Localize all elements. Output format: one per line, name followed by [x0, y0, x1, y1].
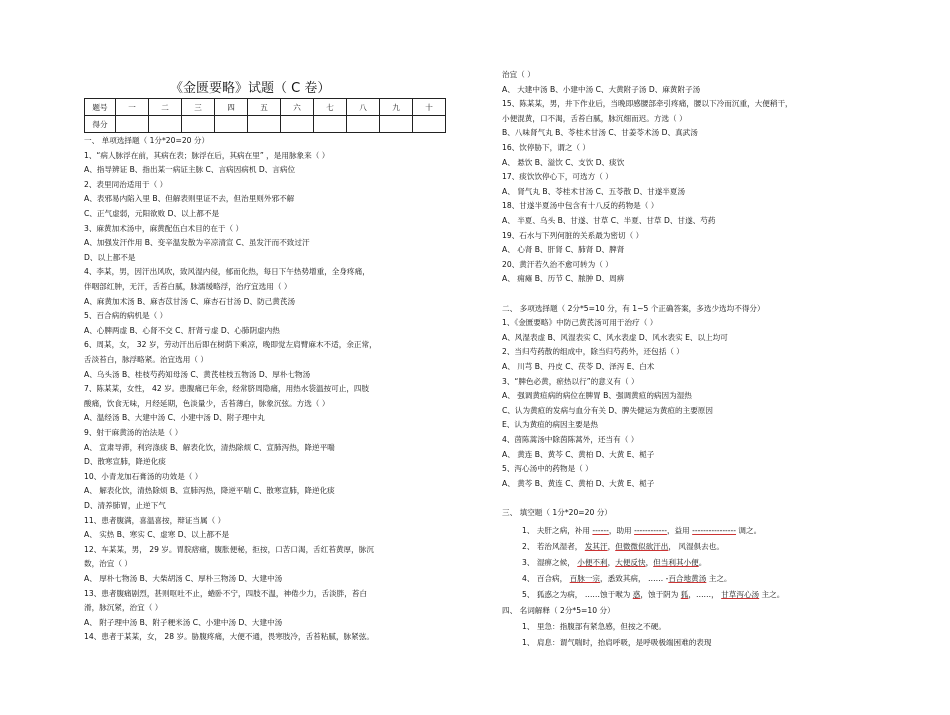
fill-blank-answer: ---------------- — [692, 525, 737, 535]
question-line: 舌淡苔白，脉浮略紧。治宜选用（ ） — [84, 355, 208, 364]
fill-blank-answer: 发其汗 — [584, 541, 608, 551]
fill-blank-answer: ------ — [592, 525, 609, 535]
score-header-cell: 二 — [149, 99, 182, 116]
question-line: 4、茵陈蒿汤中除茵陈蒿外，还当有（ ） — [502, 435, 639, 444]
question-line: 6、周某，女， 32 岁，劳动汗出后即在树荫下乘凉，晚即觉左肩臂麻木不适，余正常， — [84, 340, 377, 350]
term-definition: 1、 肩息：谓气喘时，抬肩呼吸，是呼吸极端困难的表现 — [522, 637, 712, 647]
question-line: A、 附子理中汤 B、附子粳米汤 C、小建中汤 D、大建中汤 — [84, 617, 283, 627]
fill-blank-text: ，益用 — [666, 525, 693, 535]
question-line: A、 心肾 B、肝肾 C、肺肾 D、脾肾 — [502, 245, 625, 255]
question-line: 滑，脉沉紧，治宜（ ） — [84, 603, 163, 613]
question-line: E、认为黄疸的病因主要是热 — [502, 420, 598, 430]
score-header-cell: 三 — [182, 99, 215, 116]
question-line: 治宜（ ） — [502, 70, 535, 79]
score-header-cell: 五 — [248, 99, 281, 116]
fill-blank-answer: 狐 — [680, 589, 689, 599]
fill-blank-answer: 甘草泻心汤 — [721, 589, 760, 599]
fill-blank-text: ，……， — [688, 589, 722, 599]
question-line: 2、表里同治适用于（ ） — [84, 179, 168, 189]
question-line: A、麻黄加术汤 B、麻杏苡甘汤 C、麻杏石甘汤 D、防己黄芪汤 — [84, 296, 296, 306]
question-line: 1、《金匮要略》中防己黄芪汤可用于治疗（ ） — [502, 318, 658, 328]
fill-blank-number: 3、 — [522, 557, 537, 567]
question-line: A、温经汤 B、大建中汤 C、小建中汤 D、附子理中丸 — [84, 413, 265, 423]
question-line: A、 黄芩 B、黄连 C、黄柏 D、大黄 E、栀子 — [502, 478, 655, 488]
score-header-cell: 七 — [314, 99, 347, 116]
question-line: 15、陈某某，男，井下作业后，当晚即感腰部牵引疼痛，腰以下冷而沉重，大便稍干， — [502, 99, 793, 109]
fill-blank-answer: 小便不利 — [577, 557, 608, 567]
question-line: 伴咽部红肿，无汗，舌苔白腻，脉濡缓略浮，治疗宜选用（ ） — [84, 282, 292, 291]
question-line: A、 川芎 B、丹皮 C、茯苓 D、泽泻 E、白术 — [502, 362, 655, 371]
question-line: 13、患者腹痛剧烈，甚则呕吐不止，蜷卧不宁，四肢不温，神倦少力，舌淡胖，苔白 — [84, 588, 368, 598]
question-line: A、 痈瘫 B、历节 C、脓肿 D、周痹 — [502, 274, 625, 284]
fill-blank-line — [522, 526, 761, 536]
score-input-cell[interactable] — [281, 116, 314, 133]
score-input-cell[interactable] — [347, 116, 380, 133]
question-line: A、 悬饮 B、溢饮 C、支饮 D、痰饮 — [502, 157, 625, 167]
question-line: 17、痰饮饮停心下，可选方（ ） — [502, 172, 613, 182]
question-line: A、指导辨证 B、指出某一病证主脉 C、言病因病机 D、言病位 — [84, 165, 296, 175]
score-header-cell: 八 — [347, 99, 380, 116]
score-input-cell[interactable] — [248, 116, 281, 133]
fill-blank-number: 5、 — [522, 589, 537, 599]
question-line: 12、车某某，男， 29 岁。胃脘痞痛，腹胀便秘，拒按，口苦口渴，舌红苔黄厚，脉沉 — [84, 544, 374, 554]
fill-blank-text: ，蚀于阴为 — [640, 589, 681, 599]
question-line: C、认为黄疸的发病与血分有关 D、脾失健运为黄疸的主要原因 — [502, 405, 713, 415]
question-line: 3、“脾色必黄，瘀热以行”的意义有（ ） — [502, 376, 639, 386]
question-line: 19、石水与下列何脏的关系最为密切（ ） — [502, 230, 644, 240]
question-line: A、 解表化饮，清热除烦 B、宣肺泻热，降逆平喘 C、散寒宣肺，降逆化痰 — [84, 486, 335, 496]
question-line: A、 实热 B、寒实 C、虚寒 D、以上都不是 — [84, 530, 230, 540]
fill-blank-answer: 但当利其小便 — [653, 557, 699, 567]
score-input-cell[interactable] — [380, 116, 413, 133]
question-line: A、 半夏、乌头 B、甘遂、甘草 C、半夏、甘草 D、甘遂、芍药 — [502, 216, 716, 225]
question-line: D、以上都不是 — [84, 252, 136, 262]
question-line: 9、射干麻黄汤的治法是（ ） — [84, 428, 183, 437]
score-header-cell: 六 — [281, 99, 314, 116]
score-input-cell[interactable] — [116, 116, 149, 133]
score-header-cell: 九 — [380, 99, 413, 116]
question-line: D、清养肺胃，止逆下气 — [84, 501, 166, 510]
question-line: 小便混黄，口不渴，舌苔白腻，脉沉细而迟。方选（ ） — [502, 113, 687, 123]
question-line: 3、麻黄加术汤中，麻黄配伍白术目的在于（ ） — [84, 223, 244, 233]
score-input-cell[interactable] — [314, 116, 347, 133]
score-input-cell[interactable] — [182, 116, 215, 133]
question-line: 4、李某，男，因汗出风吹，致风湿内侵，郁而化热，每日下午热势增重，全身疼痛， — [84, 267, 370, 277]
score-table — [84, 98, 446, 133]
question-line: 一、 单项选择题（ 1分*20=20 分） — [84, 136, 210, 145]
fill-blank-text: ，悉致其病， …… - — [600, 573, 669, 583]
question-line: B、八味肾气丸 B、苓桂术甘汤 C、甘姜苓术汤 D、真武汤 — [502, 128, 698, 138]
question-line: 三、 填空题（ 1分*20=20 分） — [502, 508, 612, 517]
term-definition: 1、 里急：指腹部有紧急感，但按之不硬。 — [522, 621, 666, 631]
fill-blank-text: ，助用 — [608, 525, 635, 535]
question-line: 18、甘遂半夏汤中包含有十八反的药物是（ ） — [502, 201, 659, 211]
fill-blank-number: 1、 — [522, 525, 537, 535]
score-input-cell[interactable] — [149, 116, 182, 133]
score-input-cell[interactable] — [215, 116, 248, 133]
fill-blank-text: ， — [645, 557, 654, 567]
question-line: A、 宣肃导滞，利窍涤痰 B、解表化饮，清热除烦 C、宣肺泻热，降逆平喘 — [84, 442, 335, 452]
fill-blank-text: 调之。 — [736, 525, 762, 535]
question-line: A、 肾气丸 B、苓桂术甘汤 C、五苓散 D、甘遂半夏汤 — [502, 186, 686, 196]
fill-blank-text: ， 风湿俱去也。 — [668, 541, 724, 551]
fill-blank-number: 4、 — [522, 573, 537, 583]
question-line: 二、 多项选择题（ 2分*5=10 分，有 1~5 个正确答案，多选少选均不得分） — [502, 303, 765, 313]
fill-blank-line — [522, 574, 732, 584]
fill-blank-line — [522, 558, 706, 568]
fill-blank-answer: 大便反快 — [615, 557, 646, 567]
question-line: A、 强调黄疸病的病位在脾胃 B、强调黄疸的病因为湿热 — [502, 391, 692, 401]
question-line: 10、小青龙加石膏汤的功效是（ ） — [84, 471, 203, 481]
fill-blank-text: 狐惑之为病， ……蚀于喉为 — [536, 589, 633, 599]
score-input-cell[interactable] — [413, 116, 446, 133]
score-row-label: 得分 — [85, 116, 116, 133]
question-line: A、风湿表虚 B、风湿表实 C、风水表虚 D、风水表实 E、以上均可 — [502, 332, 728, 342]
fill-blank-text: 主之。 — [706, 573, 732, 583]
question-line: 14、患者于某某，女， 28 岁。胁腹疼痛，大便不通，畏寒肢冷，舌苔粘腻，脉紧弦。 — [84, 632, 374, 642]
score-table-header-row — [85, 99, 446, 116]
fill-blank-answer: ------------ — [634, 525, 667, 535]
question-line: 20、黄汗若久治不愈可转为（ ） — [502, 259, 613, 269]
question-line: 1、“病人脉浮在前，其病在表；脉浮在后，其病在里” ，是用脉象来（ ） — [84, 150, 330, 160]
question-line: 数，治宜（ ） — [84, 559, 132, 569]
question-line: A、 大建中汤 B、小建中汤 C、大黄附子汤 D、麻黄附子汤 — [502, 84, 701, 94]
fill-blank-answer: 百合地黄汤 — [668, 573, 707, 583]
question-line: D、散寒宣肺，降逆化痰 — [84, 457, 166, 467]
question-line: A、心脾两虚 B、心肾不交 C、肝肾亏虚 D、心肺阴虚内热 — [84, 325, 280, 335]
fill-blank-answer: 惑 — [632, 589, 641, 599]
question-line: A、 厚朴七物汤 B、大柴胡汤 C、厚朴三物汤 D、大建中汤 — [84, 574, 283, 583]
fill-blank-answer: 百脉一宗 — [569, 573, 601, 583]
score-header-cell: 十 — [413, 99, 446, 116]
question-line: C、正气虚弱，元阳欲败 D、以上都不是 — [84, 209, 220, 218]
score-header-cell: 题号 — [85, 99, 116, 116]
score-table-score-row — [85, 116, 446, 133]
question-line: 5、百合病的病机是（ ） — [84, 311, 168, 321]
fill-blank-text: ， — [607, 557, 616, 567]
fill-blank-text: 夫肝之病，补用 — [536, 525, 593, 535]
fill-blank-text: ， — [607, 541, 616, 551]
question-line: A、 黄连 B、黄芩 C、黄柏 D、大黄 E、栀子 — [502, 449, 655, 459]
score-header-cell: 四 — [215, 99, 248, 116]
question-line: A、加强发汗作用 B、变辛温发散为辛凉清宣 C、虽发汗而不致过汗 — [84, 238, 310, 248]
question-line: 2、当归芍药散的组成中，除当归芍药外，还包括（ ） — [502, 347, 684, 357]
fill-blank-text: 百合病， — [536, 573, 570, 583]
fill-blank-line — [522, 590, 784, 600]
fill-blank-answer: 但微微似欲汗出 — [615, 541, 669, 551]
fill-blank-text: 主之。 — [759, 589, 785, 599]
question-line: 16、饮停胁下，谓之（ ） — [502, 143, 591, 152]
question-line: 酸痛，饮食无味，月经延期，色淡量少，舌苔薄白，脉象沉弦。方选（ ） — [84, 398, 330, 408]
fill-blank-text: 。 — [698, 557, 707, 567]
fill-blank-text: 若治风湿者， — [536, 541, 585, 551]
fill-blank-number: 2、 — [522, 541, 537, 551]
score-header-cell: 一 — [116, 99, 149, 116]
fill-blank-text: 湿痹之候， — [536, 557, 578, 567]
question-line: 11、患者腹满，喜温喜按，辩证当属（ ） — [84, 515, 226, 525]
fill-blank-line — [522, 542, 724, 552]
question-line: 5、泻心汤中的药物是（ ） — [502, 464, 593, 474]
question-line: 7、陈某某，女性， 42 岁。患腹痛已年余，经常脐周隐痛，用热水袋温按可止，四肢 — [84, 384, 370, 394]
question-line: A、乌头汤 B、桂枝芍药知母汤 C、黄芪桂枝五物汤 D、厚朴七物汤 — [84, 369, 311, 379]
section-four-header: 四、 名词解释（ 2分*5=10 分） — [502, 605, 615, 615]
question-line: A、表邪易内陷入里 B、但解表则里证不去，但治里则外邪不解 — [84, 194, 295, 204]
exam-title: 《金匮要略》试题（ C 卷） — [170, 81, 331, 96]
